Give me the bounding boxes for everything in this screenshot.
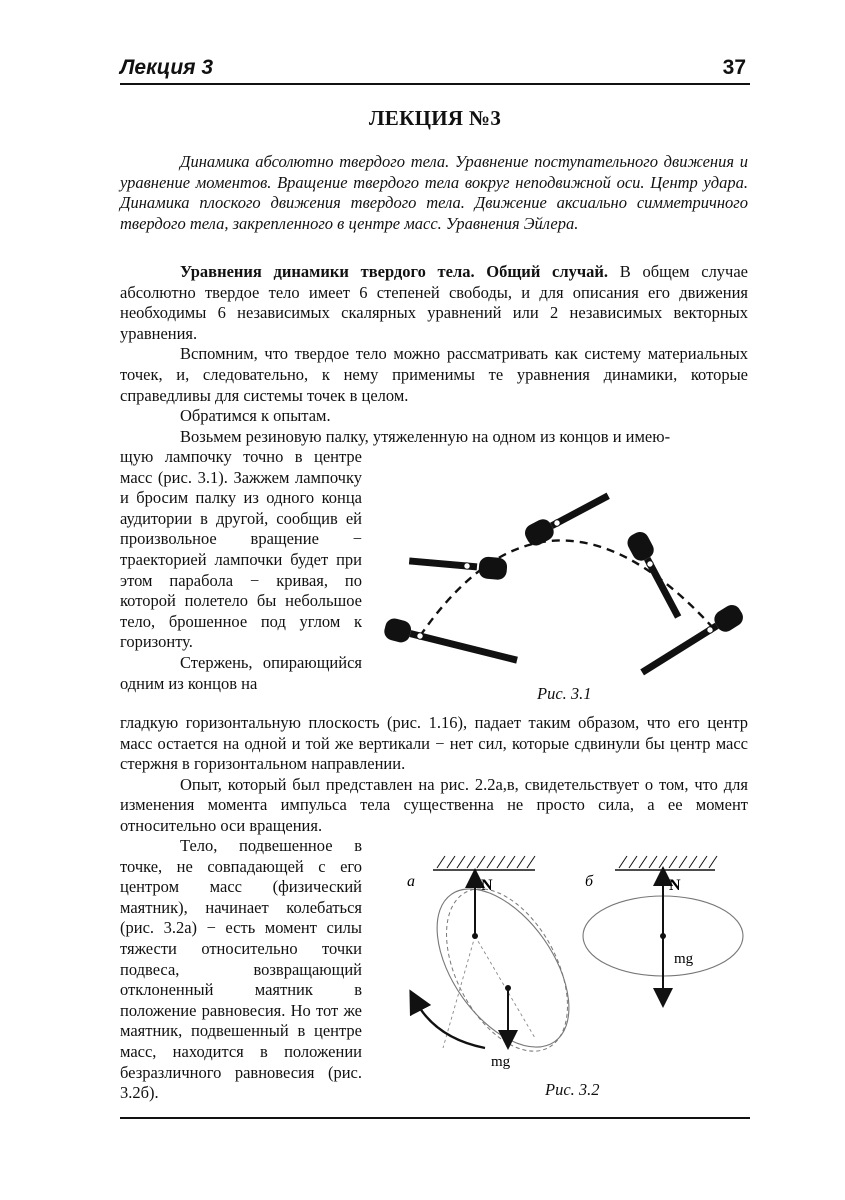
paragraph: Возьмем резиновую палку, утяжеленную на одном из концов и имею- [180,426,671,446]
paragraph-text: В общем случае абсолютно твердое тело имеет 6 степеней свободы, и для описания его движения необходимы 6 независимых скалярных уравнений или 2 независимых векторных уравнения. [120,262,749,343]
paragraph [120,262,748,344]
label-a: а [407,873,415,890]
pendulum-body [410,866,595,1071]
wrapped-text-fig2 [120,836,362,1104]
figure-3-2 [385,848,755,1078]
force-mg-b: mg [674,951,694,967]
ceiling-b [615,856,717,870]
section-middle [120,713,748,837]
header-rule [120,83,750,85]
section-intro [120,262,748,447]
paragraph: Стержень, опирающийся одним из концов на [120,652,362,693]
force-n-b: N [669,877,681,894]
paragraph: Обратимся к опытам. [180,406,331,426]
figure-3-1 [370,478,760,678]
paragraph: гладкую горизонтальную плоскость (рис. 1.16), падает таким образом, что его центр масс остается на одной и той же вертикали − нет сил, которые сдвинули бы центр масс стержня в горизонтальном направлении. [120,713,748,774]
footer-rule [120,1117,750,1119]
force-n-a: N [481,877,493,894]
section-heading: Уравнения динамики твердого тела. Общий случай. [180,262,609,281]
lecture-abstract: Динамика абсолютно твердого тела. Уравнение поступательного движения и уравнение моментов. Вращение твердого тела вокруг неподвижной оси. Центр удара. Динамика плоского движения твердого тела. Движение аксиально симметричного твердого тела, закрепленного в центре масс. Уравнения Эйлера. [120,152,748,233]
paragraph: Опыт, который был представлен на рис. 2.2а,в, свидетельствует о том, что для изменения момента импульса тела существенна не просто сила, а ее момент относительно оси вращения. [120,774,748,835]
stick-3 [522,486,614,549]
stick-2 [408,550,508,580]
page-number: 37 [722,56,746,79]
lecture-title: ЛЕКЦИЯ №3 [368,106,502,130]
wrapped-text-fig1 [120,447,362,694]
stick-1 [382,617,519,671]
stick-4 [624,529,688,622]
figure-3-1-caption: Рис. 3.1 [537,684,592,703]
label-b: б [585,873,594,890]
ceiling-a [433,856,535,870]
stick-5 [636,602,746,678]
running-title: Лекция 3 [120,56,214,79]
parabola-trajectory [420,540,715,636]
paragraph: щую лампочку точно в центре масс (рис. 3.1). Зажжем лампочку и бросим палку из одного конца аудитории в другой, сообщив ей произвольное вращение − траекторией лампочки будет при этом парабола − кривая, по которой полетело бы небольшое тело, брошенное под углом к горизонту. [120,447,362,652]
force-mg-a: mg [491,1054,511,1070]
running-header [120,56,748,82]
paragraph: Вспомним, что твердое тело можно рассматривать как систему материальных точек, и, следовательно, к нему применимы те уравнения динамики, которые справедливы для системы точек в целом. [120,344,748,405]
figure-3-2-caption: Рис. 3.2 [545,1080,600,1099]
paragraph: Тело, подвешенное в точке, не совпадающей с его центром масс (физический маятник), начинает колебаться (рис. 3.2а) − есть момент силы тяжести относительно точки подвеса, возвращающий отклоненный маятник в положение равновесия. Но тот же маятник, подвешенный в центре масс, находится в положении безразличного равновесия (рис. 3.2б). [120,836,362,1103]
